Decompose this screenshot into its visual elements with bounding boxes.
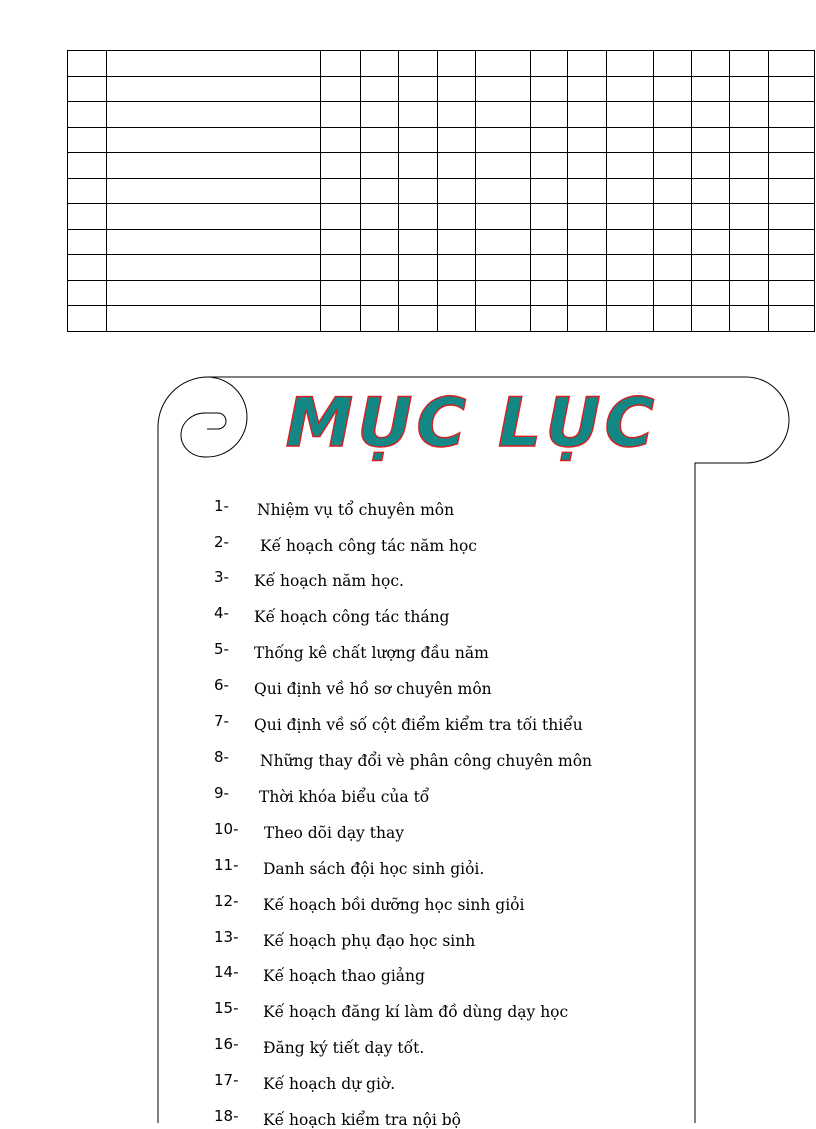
toc-item-text: Đăng ký tiết dạy tốt. bbox=[263, 1039, 425, 1057]
toc-item-number: 1- bbox=[214, 497, 229, 515]
toc-item-number: 12- bbox=[214, 892, 239, 910]
toc-item-text: Thời khóa biểu của tổ bbox=[259, 788, 430, 806]
page-title: MỤC LỤC bbox=[285, 384, 659, 463]
toc-item-number: 13- bbox=[214, 928, 239, 946]
toc-item-text: Kế hoạch thao giảng bbox=[263, 967, 425, 985]
toc-item-number: 2- bbox=[214, 533, 229, 551]
toc-item-text: Kế hoạch bồi dưỡng học sinh giỏi bbox=[263, 896, 525, 914]
toc-item-text: Kế hoạch đăng kí làm đồ dùng dạy học bbox=[263, 1003, 569, 1021]
toc-item-number: 18- bbox=[214, 1107, 239, 1125]
toc-item-text: Kế hoạch công tác tháng bbox=[254, 608, 450, 626]
toc-item-text: Kế hoạch dự giờ. bbox=[263, 1075, 396, 1093]
toc-item-number: 3- bbox=[214, 568, 229, 586]
toc-item-number: 16- bbox=[214, 1035, 239, 1053]
toc-item-number: 6- bbox=[214, 676, 229, 694]
toc-item-number: 5- bbox=[214, 640, 229, 658]
toc-item-text: Theo dõi dạy thay bbox=[264, 824, 404, 842]
toc-item-number: 7- bbox=[214, 712, 229, 730]
toc-item-text: Kế hoạch công tác năm học bbox=[260, 537, 477, 555]
toc-item-text: Qui định về số cột điểm kiểm tra tối thiểu bbox=[254, 716, 583, 734]
toc-item-number: 9- bbox=[214, 784, 229, 802]
toc-item-text: Thống kê chất lượng đầu năm bbox=[254, 644, 489, 662]
toc-item-text: Kế hoạch năm học. bbox=[254, 572, 404, 590]
toc-item-number: 15- bbox=[214, 999, 239, 1017]
toc-item-text: Qui định về hồ sơ chuyên môn bbox=[254, 680, 492, 698]
toc-item-text: Kế hoạch phụ đạo học sinh bbox=[263, 932, 476, 950]
toc-item-number: 14- bbox=[214, 963, 239, 981]
toc-item-number: 11- bbox=[214, 856, 239, 874]
toc-item-number: 4- bbox=[214, 604, 229, 622]
toc-item-number: 10- bbox=[214, 820, 239, 838]
toc-item-text: Kế hoạch kiểm tra nội bộ bbox=[263, 1111, 461, 1129]
toc-item-text: Danh sách đội học sinh giỏi. bbox=[263, 860, 485, 878]
toc-item-text: Những thay đổi vè phân công chuyên môn bbox=[260, 752, 593, 770]
toc-item-number: 17- bbox=[214, 1071, 239, 1089]
toc-item-number: 8- bbox=[214, 748, 229, 766]
toc-item-text: Nhiệm vụ tổ chuyên môn bbox=[257, 501, 455, 519]
